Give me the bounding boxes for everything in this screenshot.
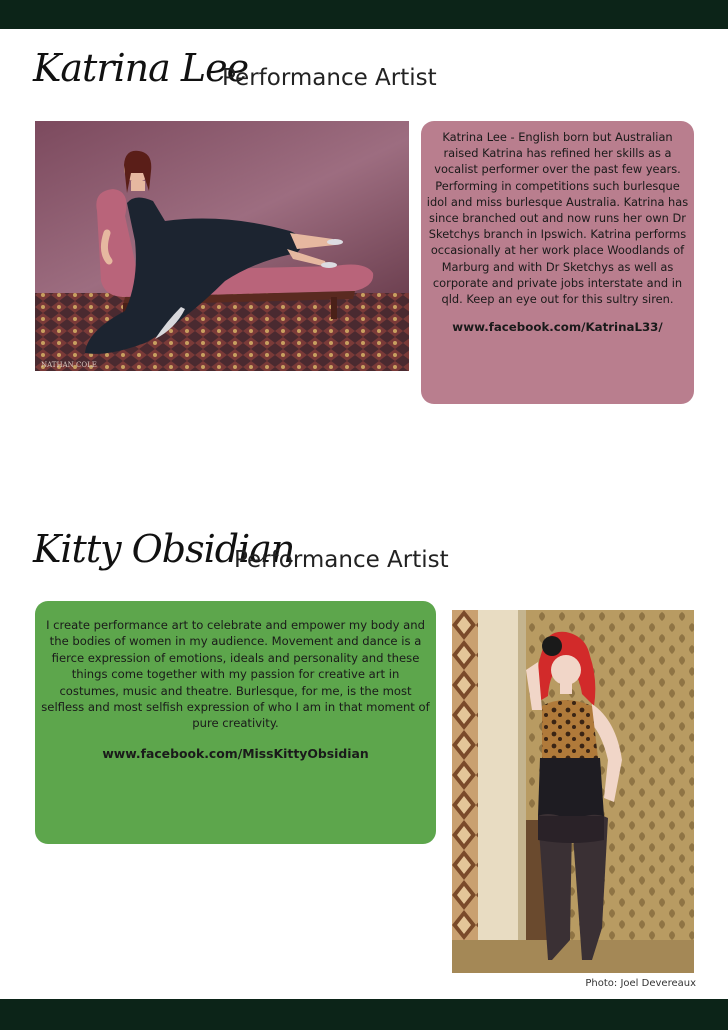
photo-watermark: NATHAN COLE <box>41 361 97 369</box>
kitty-bio-text: I create performance art to celebrate and empower my body and the bodies of women in my audience. Movement and dance is a fierce expression of emotions, ideals and personality and these things come together with my passion for creative art in costumes, music and theatre. Burlesque, for me, is the most selfless and most selfish expression of who I am in that moment of pure creativity. <box>41 618 430 731</box>
artist-name-katrina: Katrina Lee <box>33 46 249 90</box>
artist-name-kitty: Kitty Obsidian <box>33 527 295 571</box>
kitty-bio-card <box>35 601 436 844</box>
artist-role-katrina: Performance Artist <box>222 65 437 91</box>
kitty-facebook-link[interactable]: www.facebook.com/MissKittyObsidian <box>102 745 369 761</box>
artist-role-kitty: Performance Artist <box>234 547 449 573</box>
kitty-photo <box>452 610 694 973</box>
top-band <box>0 0 728 29</box>
bottom-band <box>0 999 728 1030</box>
katrina-facebook-link[interactable]: www.facebook.com/KatrinaL33/ <box>452 320 663 335</box>
photo-credit: Photo: Joel Devereaux <box>585 978 696 989</box>
katrina-bio-card <box>421 121 694 404</box>
katrina-bio-text: Katrina Lee - English born but Australian raised Katrina has refined her skills as a vocalist performer over the past few years. Performing in competitions such burlesque idol and miss burlesque Australia. Katrina has since branched out and now runs her own Dr Sketchys branch in Ipswich. Katrina performs occasionally at her work place Woodlands of Marburg and with Dr Sketchys as well as corporate and private jobs interstate and in qld. Keep an eye out for this sultry siren. <box>426 130 689 307</box>
katrina-photo <box>35 121 409 371</box>
